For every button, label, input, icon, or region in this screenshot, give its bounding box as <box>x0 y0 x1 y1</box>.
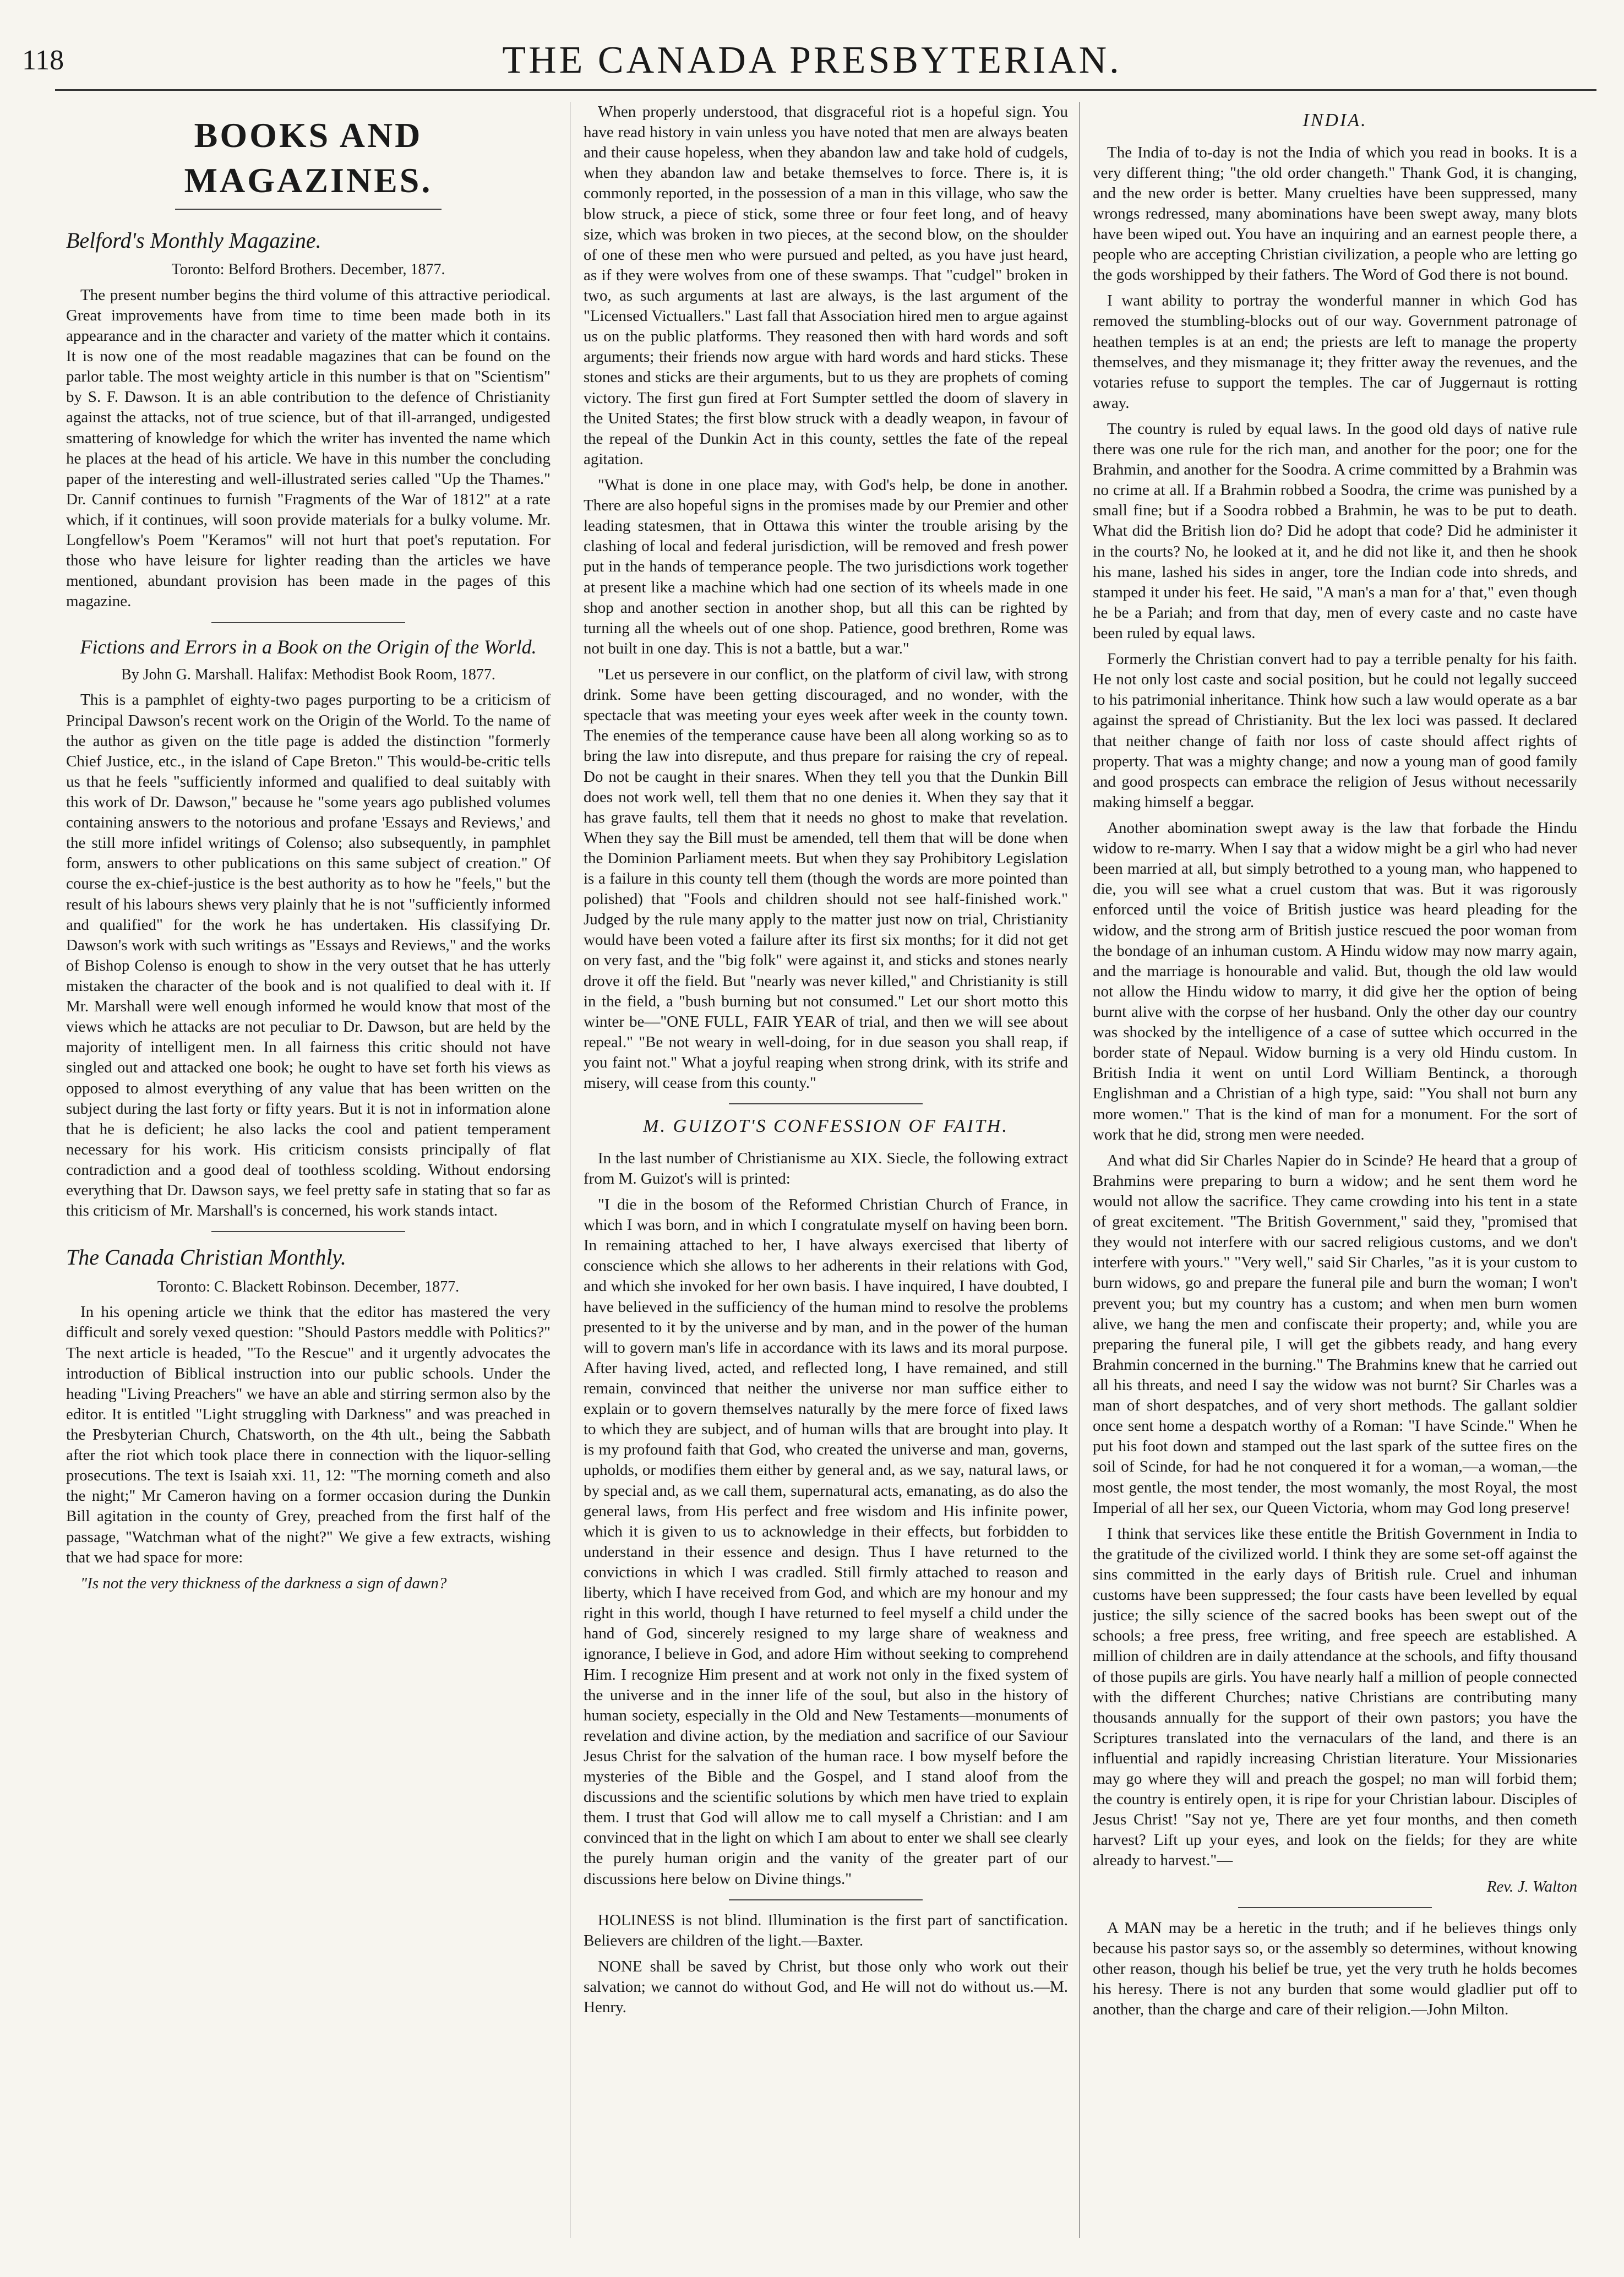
review-body: The present number begins the third volume of this attractive periodical. Great improvements have from time to time been made both in its appearance and in the character and variety of the matter which it contains. It is now one of the most readable magazines that can be found on the parlor table. The most weighty article in this number is that on "Scientism" by S. F. Dawson. It is an able contribution to the defence of Christianity against the attacks, not of true science, but of that ill-arranged, undigested smattering of knowledge for which the writer has invented the name which he places at the head of his article. We have in this number the concluding paper of the interesting and well-illustrated series called "Up the Thames." Dr. Cannif continues to furnish "Fragments of the War of 1812" at a rate which, if it continues, will soon provide materials for a bulky volume. Mr. Longfellow's Poem "Keramos" will not hurt that poet's reputation. For those who have leisure for lighter reading than the articles we have mentioned, abundant provision has been made in the pages of this magazine. <box>66 286 551 611</box>
review-body: In his opening article we think that the editor has mastered the very difficult and sorely vexed question: "Should Pastors meddle with Politics?" The next article is headed, "To the Rescue" and it urgently advocates the introduction of Biblical instruction into our public schools. Under the heading "Living Preachers" we have an able and stirring sermon also by the editor. It is entitled "Light struggling with Darkness" and was preached in the Presbyterian Church, Chatsworth, on the 4th ult., being the Sabbath after the riot which took place there in connection with the liquor-selling prosecutions. The text is Isaiah xxi. 11, 12: "The morning cometh and also the night;" Mr Cameron having on a former occasion during the Dunkin Bill agitation in the county of Grey, preached from the first half of the passage, "Watchman what of the night?" We give a few extracts, wishing that we had space for more: <box>66 1303 551 1566</box>
article-title: INDIA. <box>1303 110 1367 130</box>
divider <box>1238 1907 1432 1908</box>
review-imprint: Toronto: Belford Brothers. December, 1877. <box>171 261 445 278</box>
divider <box>729 1103 923 1104</box>
review-imprint: Toronto: C. Blackett Robinson. December, 1877. <box>157 1278 460 1295</box>
page-number: 118 <box>22 45 64 76</box>
divider <box>211 622 405 623</box>
quote: A MAN may be a heretic in the truth; and if he believes things only because his pastor says so, or the assembly so determines, without knowing other reason, though his belief be true, yet the very truth he holds becomes his heresy. There is not any burden that some would gladlier put off to another, than the charge and care of their religion.—John Milton. <box>1093 1919 1577 2019</box>
quote: NONE shall be saved by Christ, but those only who work out their salvation; we cannot do without God, and He will not do without us.—M. Henry. <box>584 1957 1068 2017</box>
column-3 <box>1093 102 1577 2238</box>
review-title: The Canada Christian Monthly. <box>66 1245 346 1270</box>
article-paragraph: "I die in the bosom of the Reformed Christian Church of France, in which I was born, and in which I congratulate myself on having been born. In remaining attached to her, I have always exercised that liberty of conscience which she allows to her adherents in their relations with God, and which she invoked for her own basis. I have inquired, I have doubted, I have believed in the sufficiency of the human mind to resolve the problems presented to it by the universe and by man, and in the power of the human will to govern man's life in accordance with its laws and its moral purpose. After having lived, acted, and reflected long, I have remained, and still remain, convinced that neither the universe nor man suffice either to explain or to govern themselves naturally by the mere force of fixed laws to which they are subject, and of human wills that are brought into play. It is my profound faith that God, who created the universe and man, governs, upholds, or modifies them either by general and, as we say, natural laws, or by special and, as we call them, supernatural acts, emanating, as do also the general laws, from His perfect and free wisdom and His infinite power, which it is given to us to acknowledge in their effects, but forbidden to understand in their essence and design. Thus I have returned to the convictions in which I was cradled. Still firmly attached to reason and liberty, which I have received from God, and which are my honour and my right in this world, though I have returned to feel myself a child under the hand of God, sincerely resigned to my large share of weakness and ignorance, I believe in God, and adore Him without seeking to comprehend Him. I recognize Him present and at work not only in the fixed system of the universe and in the inner life of the soul, but also in the history of human society, especially in the Old and New Testaments—monuments of revelation and divine action, by the mediation and sacrifice of our Saviour Jesus Christ for the salvation of the human race. I bow myself before the mysteries of the Bible and the Gospel, and I stand aloof from the discussions and the scientific solutions by which men have tried to explain them. I trust that God will allow me to call myself a Christian: and I am convinced that in the light on which I am about to enter we shall see clearly the purely human origin and the vanity of the greater part of our discussions here below on Divine things." <box>584 1195 1068 1888</box>
article-paragraph: The country is ruled by equal laws. In the good old days of native rule there was one rule for the rich man, and another for the poor; one for the Brahmin, and another for the Soodra. A crime committed by a Brahmin was no crime at all. If a Brahmin robbed a Soodra, the crime was punished by a small fine; but if a Soodra robbed a Brahmin, he was to be put to death. What did the British lion do? Did he adopt that code? Did he administer it in the courts? No, he looked at it, and he did not like it, and then he shook his mane, lashed his sides in anger, tore the Indian code into shreds, and stamped it under his feet. He said, "A man's a man for a' that," even though he be a Pariah; and from that day, men of every caste and no caste have been ruled by equal laws. <box>1093 420 1577 642</box>
review-body: "Is not the very thickness of the darkness a sign of dawn? <box>80 1574 447 1592</box>
section-title: BOOKS AND MAGAZINES. <box>66 113 551 210</box>
article-paragraph: When properly understood, that disgraceful riot is a hopeful sign. You have read history in vain unless you have noted that men are always beaten and their cause hopeless, when they abandon law and take hold of cudgels, when they abandon law and betake themselves to force. There is, it is commonly reported, in the possession of a man in this village, who saw the blow struck, a piece of stick, some three or four feet long, and of heavy size, which was broken in two pieces, at the second blow, on the shoulder of one of these men who were pursued and pelted, as you have just heard, as if they were wolves from one of these swamps. That "cudgel" broken in two, as such arguments at last are always, is the last argument of the "Licensed Victuallers." Last fall that Association hired men to argue against us on the public platforms. They reasoned then with hard words and soft arguments; their friends now argue with hard words and hard sticks. These stones and sticks are their arguments, but to us they are prophets of coming victory. The first gun fired at Fort Sumpter settled the doom of slavery in the United States; the first blow struck with a deadly weapon, in favour of the repeal of the Dunkin Act in this county, settles the fate of the repeal agitation. <box>584 103 1068 468</box>
divider <box>729 1899 923 1900</box>
review-title: Belford's Monthly Magazine. <box>66 227 321 253</box>
column-2 <box>584 102 1068 2238</box>
article-paragraph: I want ability to portray the wonderful manner in which God has removed the stumbling-blocks out of our way. Government patronage of heathen temples is at an end; the priests are left to manage the property themselves, and they mismanage it; they fritter away the revenues, and the votaries refuse to support the temples. The car of Juggernaut is rotting away. <box>1093 292 1577 412</box>
article-paragraph: And what did Sir Charles Napier do in Scinde? He heard that a group of Brahmins were preparing to burn a widow; and he sent them word he would not allow the sacrifice. They came crowding into his tent in a state of great excitement. "The British Government," said they, "promised that they would not interfere with our sacred religious customs, and we don't interfere with yours." "Very well," said Sir Charles, "as it is your custom to burn widows, go and prepare the funeral pile and burn the woman; I won't prevent you; but my country has a custom; and when men burn women alive, we hang the men and confiscate their property; and, while you are preparing the funeral pile, I will get the gibbets ready, and hang every Brahmin concerned in the burning." The Brahmins knew that he carried out all his threats, and need I say the widow was not burnt? Sir Charles was a man of short despatches, and of very short methods. The gallant soldier once sent home a despatch worthy of a Roman: "I have Scinde." When he put his foot down and stamped out the last spark of the suttee fires on the soil of Scinde, for had he not conquered it for a woman,—a woman,—the most gentle, the most tender, the most womanly, the most Royal, the most Imperial of all her sex, our Queen Victoria, whom may God long preserve! <box>1093 1151 1577 1517</box>
article-paragraph: Formerly the Christian convert had to pay a terrible penalty for his faith. He not only lost caste and social position, but he could not legally succeed to his patrimonial inheritance. Think how such a law would operate as a bar against the spread of Christianity. But the lex loci was passed. It declared that neither change of faith nor loss of caste should affect rights of property. That was a mighty change; and now a young man of good family and good prospects can embrace the religion of Jesus without necessarily making himself a beggar. <box>1093 650 1577 811</box>
article-title: M. GUIZOT'S CONFESSION OF FAITH. <box>643 1116 1009 1137</box>
article-paragraph: Another abomination swept away is the law that forbade the Hindu widow to re-marry. When I say that a widow might be a girl who had never been married at all, but simply betrothed to a young man, who happened to die, you will see what a cruel custom that was. But it was rigorously enforced until the voice of British justice was heard pleading for the widow, and the strong arm of British justice rescued the poor woman from the bondage of an inhuman custom. A Hindu widow may now marry again, and the marriage is honourable and valid. But, though the old law would not allow the Hindu widow to marry, it did give her the option of being burnt alive with the corpse of her husband. Only the other day our country was shocked by the intelligence of a case of suttee which occurred in the border state of Nepaul. Widow burning is a very old Hindu custom. In British India it went on until Lord William Bentinck, a thorough Englishman and a Christian of a high type, said: "You shall not burn any more women." That is the kind of man for a monument. For the sort of work that he did, strong men were needed. <box>1093 819 1577 1143</box>
signature: Rev. J. Walton <box>1486 1877 1577 1895</box>
article-paragraph: "What is done in one place may, with God's help, be done in another. There are also hopeful signs in the promises made by our Premier and other leading statesmen, that in Ottawa this winter the trouble arising by the clashing of local and federal jurisdiction, will be removed and fresh power put in the hands of temperance people. The two jurisdictions work together at present like a machine which had one section of its wheels made in one shop and another section in another shop, but all this can be righted by turning all the wheels out of one shop. Patience, good brethren, Rome was not built in one day. This is not a battle, but a war." <box>584 476 1068 657</box>
article-paragraph: The India of to-day is not the India of which you read in books. It is a very different thing; "the old order changeth." Thank God, it is changing, and the new order is better. Many cruelties have been suppressed, many wrongs redressed, many abominations have been swept away, many blots have been wiped out. You have an inquiring and an earnest people there, a people who are accepting Christian civilization, a people who are letting go the gods worshipped by their fathers. The Word of God there is not bound. <box>1093 143 1577 284</box>
review-body: This is a pamphlet of eighty-two pages purporting to be a criticism of Principal Dawson's recent work on the Origin of the World. To the name of the author as given on the title page is added the distinction "formerly Chief Justice, etc., in the island of Cape Breton." This would-be-critic tells us that he feels "sufficiently informed and qualified to deal suitably with this work of Dr. Dawson," because he "some years ago published volumes containing answers to the notorious and profane 'Essays and Reviews,' and the still more infidel writings of Colenso; also subsequently, in pamphlet form, answers to other publications on this same subject of creation." Of course the ex-chief-justice is the best authority as to how he "feels," but the result of his labours shews very plainly that he is not "sufficiently informed and qualified" for the work he has undertaken. His classifying Dr. Dawson's work with such writings as "Essays and Reviews," and the works of Bishop Colenso is enough to show in the very outset that he has utterly mistaken the character of the book and is not qualified to deal with it. If Mr. Marshall were well enough informed he would know that most of the views which he attacks are not peculiar to Dr. Dawson, but are held by the majority of intelligent men. In all fairness this critic should not have singled out and attacked one book; he ought to have set forth his views as opposed to almost everything of any value that has been written on the subject during the last forty or fifty years. But it is not in information alone that he is deficient; he also lacks the cool and patient temperament necessary for his work. His criticism consists principally of flat contradiction and a good deal of toothless scolding. Without endorsing everything that Dr. Dawson says, we feel pretty safe in stating that so far as this criticism of Mr. Marshall's is concerned, his work stands intact. <box>66 691 551 1220</box>
divider <box>211 1231 405 1232</box>
column-divider <box>1079 102 1080 2238</box>
article-paragraph: In the last number of Christianisme au XIX. Siecle, the following extract from M. Guizot's will is printed: <box>584 1149 1068 1187</box>
article-paragraph: I think that services like these entitle the British Government in India to the gratitude of the civilized world. I think they are some set-off against the sins committed in the early days of British rule. Cruel and inhuman customs have been suppressed; the four casts have been levelled by equal justice; the silly science of the sacred books has been swept out of the schools; a free press, free writing, and free speech are established. A million of children are in daily attendance at the schools, and fifty thousand of those pupils are girls. You have nearly half a million of people connected with the different Churches; native Christians are contributing many thousands annually for the support of their own pastors; you have the Scriptures translated into the vernaculars of the land, and there is an influential and rapidly increasing Christian literature. Your Missionaries may go where they will and preach the gospel; no man will forbid them; the country is entirely open, it is ripe for your Christian labour. Disciples of Jesus Christ! "Say not ye, There are yet four months, and then cometh harvest? Lift up your eyes, and look on the fields; for they are white already to harvest."— <box>1093 1524 1577 1870</box>
review-imprint: By John G. Marshall. Halifax: Methodist Book Room, 1877. <box>121 666 495 683</box>
header-rule <box>55 89 1596 91</box>
column-1 <box>66 102 551 2227</box>
review-title: Fictions and Errors in a Book on the Origin of the World. <box>80 635 537 658</box>
quote: HOLINESS is not blind. Illumination is the first part of sanctification. Believers are children of the light.—Baxter. <box>584 1911 1068 1949</box>
masthead: THE CANADA PRESBYTERIAN. <box>502 39 1122 81</box>
article-paragraph: "Let us persevere in our conflict, on the platform of civil law, with strong drink. Some have been getting discouraged, and no wonder, with the spectacle that was meeting your eyes week after week in the county town. The enemies of the temperance cause have been all along working so as to bring the law into disrepute, and thus prepare for raising the cry of repeal. Do not be caught in their snares. When they tell you that the Dunkin Bill does not work well, tell them that no one denies it. When they say that it has grave faults, tell them that it needs no ghost to make that revelation. When they say the Bill must be amended, tell them that will be done when the Dominion Parliament meets. But when they say Prohibitory Legislation is a failure in this county tell them (though the words are more pointed than polished) that "Fools and children should not see half-finished work." Judged by the rule many apply to the matter just now on trial, Christianity would have been voted a failure after its first six months; for it did not get on very fast, and the "big folk" were against it, and sticks and stones nearly drove it off the field. But "nearly was never killed," and Christianity is still in the field, a "bush burning but not consumed." Let our short motto this winter be—"ONE FULL, FAIR YEAR of trial, and then we will see about repeal." "Be not weary in well-doing, for in due season you shall reap, if you faint not." What a joyful reaping when strong drink, with its strife and misery, will cease from this county." <box>584 665 1068 1092</box>
